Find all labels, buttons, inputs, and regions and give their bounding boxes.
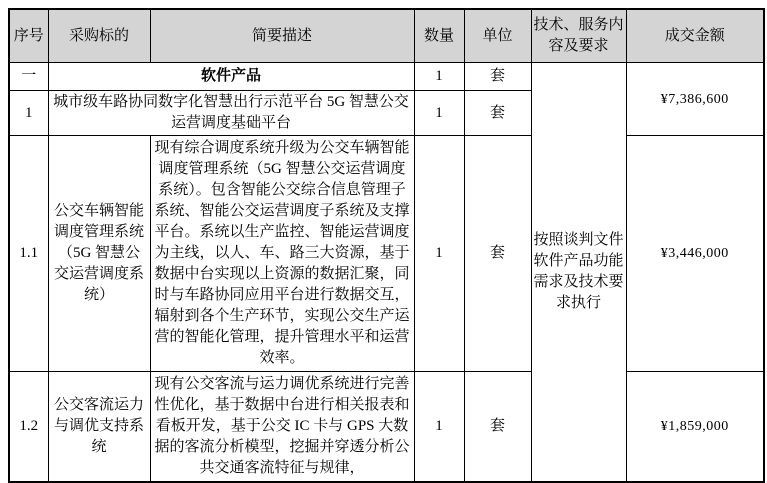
cell-quantity: 1: [414, 136, 464, 372]
cell-tech-requirement: 按照谈判文件软件产品功能需求及技术要求执行: [531, 63, 626, 483]
cell-unit: 套: [464, 63, 531, 91]
cell-amount: ¥3,446,000: [626, 136, 764, 372]
cell-platform-title: 城市级车路协同数字化智慧出行示范平台 5G 智慧公交运营调度基础平台: [48, 91, 414, 136]
cell-target: 公交车辆智能调度管理系统（5G 智慧公交运营调度系统）: [48, 136, 150, 372]
header-row: [9, 9, 764, 63]
cell-unit: 套: [464, 136, 531, 372]
cell-unit: 套: [464, 91, 531, 136]
col-header-description: 简要描述: [150, 9, 414, 63]
col-header-quantity: 数量: [414, 9, 464, 63]
cell-quantity: 1: [414, 372, 464, 483]
table-row-category: [9, 63, 764, 91]
cell-description: 现有综合调度系统升级为公交车辆智能调度管理系统（5G 智慧公交运营调度系统）。包含智能公交综合信息管理子系统、智能公交运营调度子系统及支撑平台。系统以生产监控、智能运营调度为主线，以人、车、路三大资源，基于数据中台实现以上资源的数据汇聚，同时与车路协同应用平台进行数据交互，辐射到各个生产环节，实现公交生产运营的智能化管理，提升管理水平和运营效率。: [150, 136, 414, 372]
cell-no: 1.2: [9, 372, 48, 483]
cell-amount-total: ¥7,386,600: [626, 63, 764, 136]
procurement-result-table: [8, 8, 765, 483]
col-header-amount: 成交金额: [626, 9, 764, 63]
col-header-target: 采购标的: [48, 9, 150, 63]
cell-amount: ¥1,859,000: [626, 372, 764, 483]
cell-quantity: 1: [414, 63, 464, 91]
col-header-unit: 单位: [464, 9, 531, 63]
cell-no: 一: [9, 63, 48, 91]
cell-unit: 套: [464, 372, 531, 483]
cell-no: 1: [9, 91, 48, 136]
col-header-tech-requirements: 技术、服务内容及要求: [531, 9, 626, 63]
cell-description: 现有公交客流与运力调优系统进行完善性优化，基于数据中台进行相关报表和看板开发，基于公交 IC 卡与 GPS 大数据的客流分析模型，挖掘并穿透分析公共交通客流特征与规律，: [150, 372, 414, 483]
cell-target: 公交客流运力与调优支持系统: [48, 372, 150, 483]
cell-no: 1.1: [9, 136, 48, 372]
col-header-no: 序号: [9, 9, 48, 63]
table-row-1-2: [9, 372, 764, 483]
cell-quantity: 1: [414, 91, 464, 136]
cell-category-title: 软件产品: [48, 63, 414, 91]
table-row-1-1: [9, 136, 764, 372]
